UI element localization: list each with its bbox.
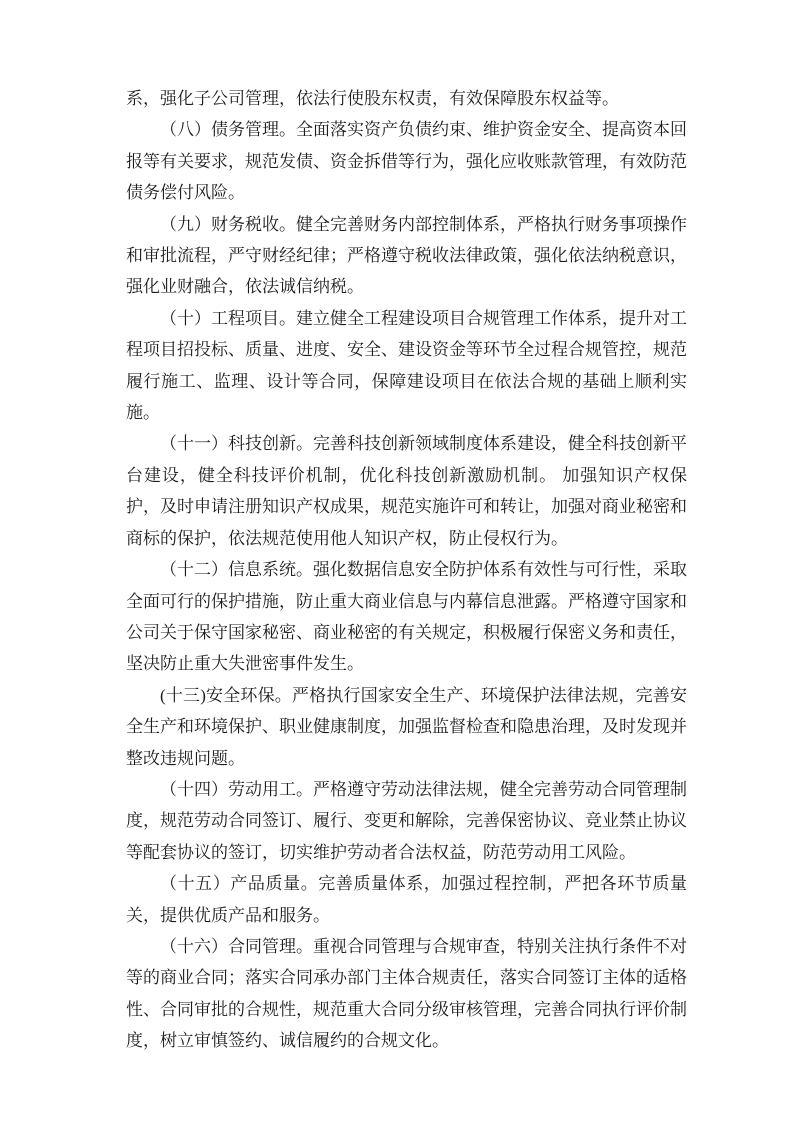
para-debt-management: （八）债务管理。全面落实资产负债约束、维护资金安全、提高资本回报等有关要求，规范发债、资金拆借等行为，强化应收账款管理，有效防范债务偿付风险。 [126,120,687,203]
para-continuation: 系，强化子公司管理，依法行使股东权责，有效保障股东权益等。 [126,89,619,108]
para-product-quality: （十五）产品质量。完善质量体系，加强过程控制，严把各环节质量关，提供优质产品和服务。 [126,874,687,925]
para-finance-tax: （九）财务税收。健全完善财务内部控制体系，严格执行财务事项操作和审批流程，严守财经纪律；严格遵守税收法律政策，强化依法纳税意识，强化业财融合，依法诚信纳税。 [126,214,687,297]
para-tech-innovation: （十一）科技创新。完善科技创新领域制度体系建设，健全科技创新平台建设，健全科技评价机制，优化科技创新激励机制。 加强知识产权保护，及时申请注册知识产权成果，规范实施许可和转让，加强对商业秘密和商标的保护，依法规范使用他人知识产权，防止侵权行为。 [126,434,687,548]
document-page [126,83,687,1057]
para-contract-management: （十六）合同管理。重视合同管理与合规审查，特别关注执行条件不对等的商业合同；落实合同承办部门主体合规责任，落实合同签订主体的适格性、合同审批的合规性，规范重大合同分级审核管理，完善合同执行评价制度，树立审慎签约、诚信履约的合规文化。 [126,936,687,1051]
para-labor-employment: （十四）劳动用工。严格遵守劳动法律法规，健全完善劳动合同管理制度，规范劳动合同签订、履行、变更和解除，完善保密协议、竞业禁止协议等配套协议的签订，切实维护劳动者合法权益，防范劳动用工风险。 [126,779,687,862]
para-engineering-project: （十）工程项目。建立健全工程建设项目合规管理工作体系，提升对工程项目招投标、质量、进度、安全、建设资金等环节全过程合规管控，规范履行施工、监理、设计等合同，保障建设项目在依法合规的基础上顺利实施。 [126,308,687,423]
para-information-system: （十二）信息系统。强化数据信息安全防护体系有效性与可行性，采取全面可行的保护措施，防止重大商业信息与内幕信息泄露。严格遵守国家和公司关于保守国家秘密、商业秘密的有关规定，积极履行保密义务和责任，坚决防止重大失泄密事件发生。 [126,560,687,674]
para-safety-environment: (十三)安全环保。严格执行国家安全生产、环境保护法律法规，完善安全生产和环境保护、职业健康制度，加强监督检查和隐患治理，及时发现并整改违规问题。 [126,685,687,768]
